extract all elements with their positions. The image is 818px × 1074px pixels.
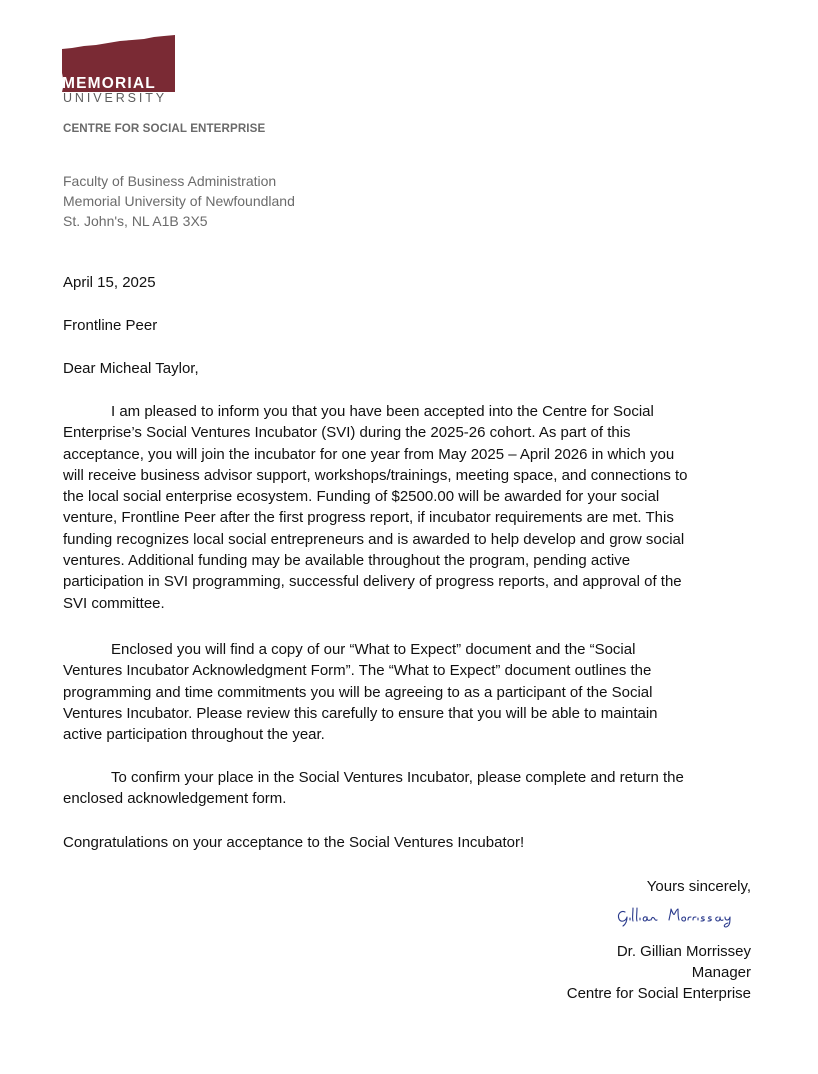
centre-name: CENTRE FOR SOCIAL ENTERPRISE [63, 122, 266, 135]
paragraph-line: SVI committee. [63, 594, 165, 612]
paragraph-line: I am pleased to inform you that you have been accepted into the Centre for Social [111, 403, 654, 420]
paragraph-line: funding recognizes local social entrepreneurs and is awarded to help develop and grow social [63, 530, 685, 548]
valediction: Yours sincerely, [646, 878, 751, 895]
address-line: St. John's, NL A1B 3X5 [63, 213, 208, 229]
paragraph-line: programming and time commitments you will be agreeing to as a participant of the Social [63, 683, 653, 701]
paragraph-line: ventures. Additional funding may be available throughout the program, pending active [63, 552, 631, 570]
body-paragraph-1 [63, 401, 763, 614]
salutation: Dear Micheal Taylor, [63, 360, 199, 377]
body-paragraph-3 [63, 767, 763, 810]
paragraph-line: acceptance, you will join the incubator for one year from May 2025 – April 2026 in which you [63, 445, 675, 463]
memorial-university-logo [62, 35, 176, 107]
body-paragraph-2 [63, 639, 763, 745]
signatory-name: Dr. Gillian Morrissey [616, 943, 751, 960]
paragraph-line: active participation throughout the year. [63, 726, 325, 744]
handwritten-signature-icon [615, 904, 755, 928]
paragraph-line: venture, Frontline Peer after the first progress report, if incubator requirements are met. This [63, 509, 674, 527]
paragraph-line: participation in SVI programming, successful delivery of progress reports, and approval of the [63, 573, 682, 591]
congratulations-line: Congratulations on your acceptance to the Social Ventures Incubator! [63, 834, 525, 851]
paragraph-line: Enclosed you will find a copy of our “What to Expect” document and the “Social [111, 641, 636, 658]
letter-date: April 15, 2025 [63, 274, 156, 291]
paragraph-line: enclosed acknowledgement form. [63, 790, 287, 808]
logo-word-university: UNIVERSITY [63, 91, 168, 105]
paragraph-line: the local social enterprise ecosystem. Funding of $2500.00 will be awarded for your social [63, 488, 660, 506]
paragraph-line: Enterprise’s Social Ventures Incubator (SVI) during the 2025-26 cohort. As part of this [63, 424, 631, 442]
recipient-organization: Frontline Peer [63, 317, 158, 334]
paragraph-line: Ventures Incubator. Please review this carefully to ensure that you will be able to maintain [63, 704, 658, 722]
logo-word-memorial: MEMORIAL [62, 75, 156, 92]
paragraph-line: will receive business advisor support, workshops/trainings, meeting space, and connections to [63, 466, 688, 484]
signatory-organization: Centre for Social Enterprise [566, 985, 751, 1002]
address-line: Memorial University of Newfoundland [63, 193, 295, 209]
paragraph-line: Ventures Incubator Acknowledgment Form”. The “What to Expect” document outlines the [63, 662, 652, 680]
paragraph-line: To confirm your place in the Social Ventures Incubator, please complete and return the [111, 769, 684, 786]
address-line: Faculty of Business Administration [63, 173, 277, 189]
signatory-title: Manager [691, 964, 751, 981]
sender-address [63, 171, 295, 231]
